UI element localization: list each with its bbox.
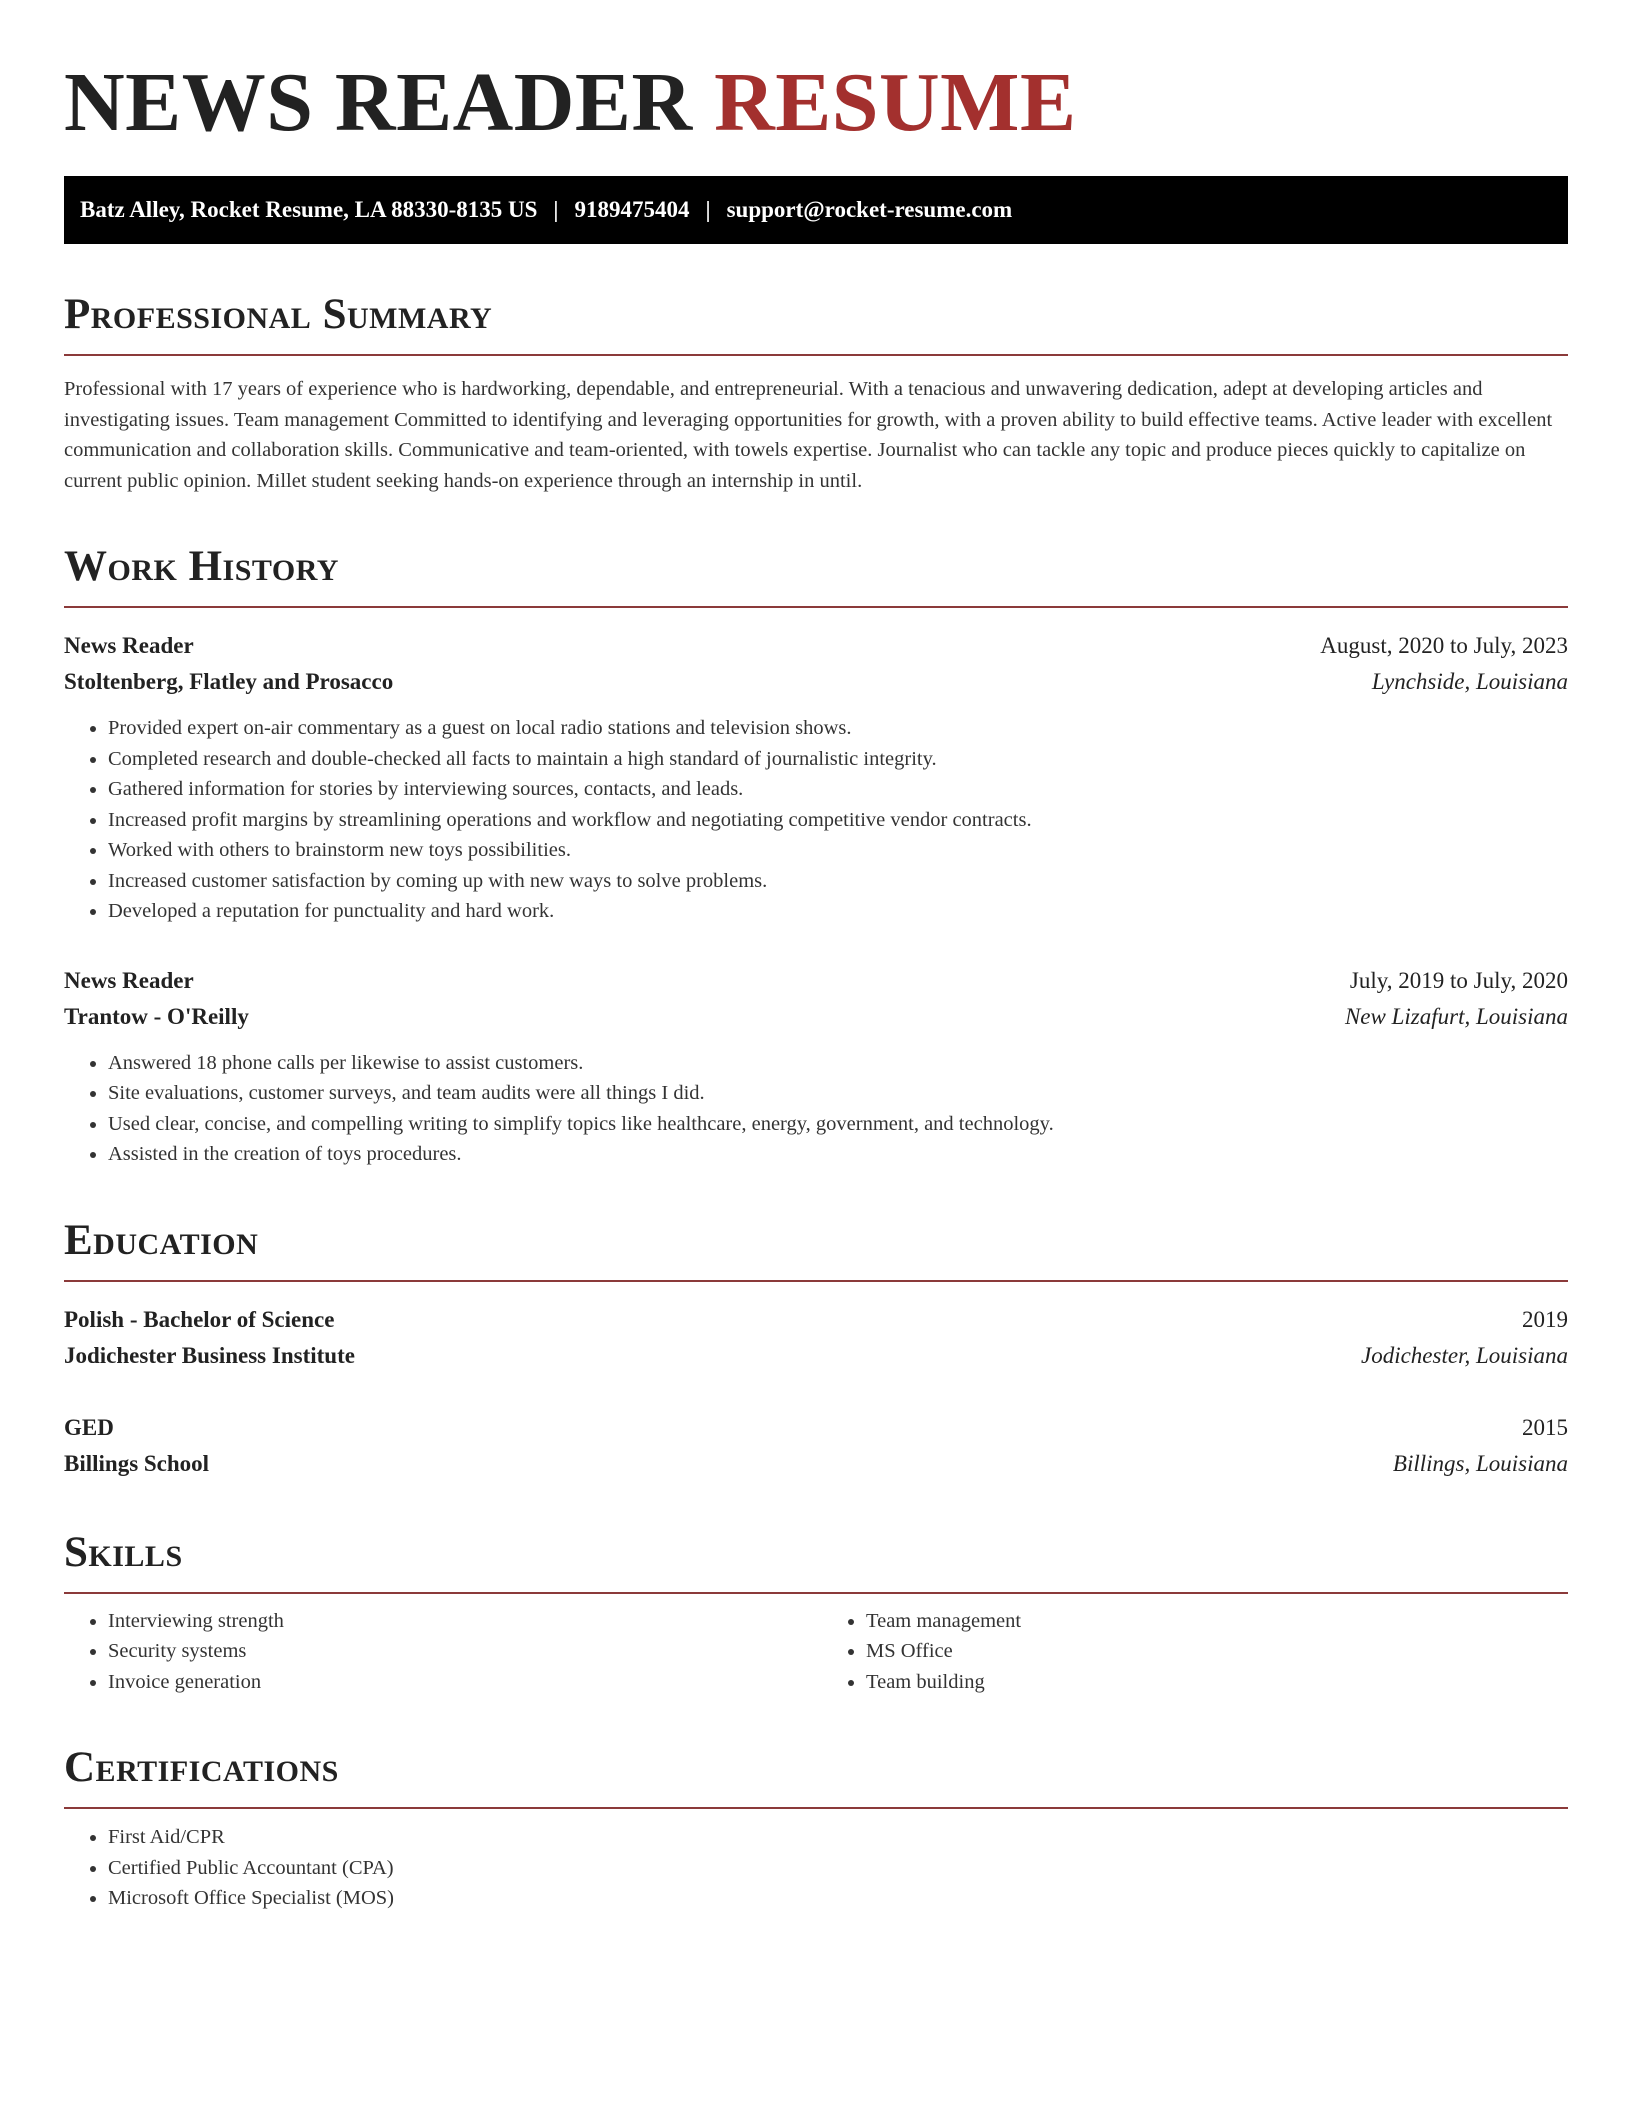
list-item: • Provided expert on-air commentary as a guest on local radio stations and television shows. xyxy=(108,713,1568,744)
education-location: Jodichester, Louisiana xyxy=(1361,1342,1568,1368)
section-title-education: Education xyxy=(64,1216,259,1264)
job-company: Stoltenberg, Flatley and Prosacco xyxy=(64,669,394,694)
education-degree-row xyxy=(64,1410,1568,1446)
certifications-section xyxy=(64,1743,1568,1914)
education-degree: Polish - Bachelor of Science xyxy=(64,1306,335,1332)
job-dates: August, 2020 to July, 2023 xyxy=(1320,633,1568,658)
education-entry xyxy=(64,1302,1568,1374)
education-entry xyxy=(64,1410,1568,1482)
list-item: • Increased customer satisfaction by coming up with new ways to solve problems. xyxy=(108,866,1568,897)
section-divider xyxy=(64,1592,1568,1594)
section-divider xyxy=(64,1280,1568,1282)
title-accent: RESUME xyxy=(714,56,1077,149)
education-year: 2019 xyxy=(1522,1306,1568,1332)
resume-title xyxy=(64,55,1568,151)
contact-separator: | xyxy=(705,197,711,222)
education-school-row xyxy=(64,1446,1568,1482)
job-company-row xyxy=(64,664,1568,700)
list-item: • Team management xyxy=(866,1606,1568,1637)
job-entry xyxy=(64,963,1568,1170)
skills-column-1 xyxy=(64,1606,816,1698)
job-dates: July, 2019 to July, 2020 xyxy=(1349,967,1568,993)
list-item: • Microsoft Office Specialist (MOS) xyxy=(108,1883,1568,1914)
list-item: • Increased profit margins by streamlining operations and workflow and negotiating competitive vendor contracts. xyxy=(108,805,1568,836)
section-title-work: Work History xyxy=(64,543,339,590)
education-location: Billings, Louisiana xyxy=(1392,1450,1568,1476)
list-item: • Interviewing strength xyxy=(108,1606,816,1637)
contact-email: support@rocket-resume.com xyxy=(726,197,1013,222)
section-divider xyxy=(64,606,1568,608)
job-location: New Lizafurt, Louisiana xyxy=(1344,1003,1568,1029)
certifications-list xyxy=(64,1822,1568,1914)
job-header-row xyxy=(64,628,1568,664)
work-history-section xyxy=(64,542,1568,1170)
list-item: • Answered 18 phone calls per likewise to assist customers. xyxy=(108,1048,1568,1079)
education-school: Billings School xyxy=(64,1450,210,1476)
job-role: News Reader xyxy=(64,633,194,658)
job-entry xyxy=(64,628,1568,927)
education-degree-row xyxy=(64,1302,1568,1338)
skills-section xyxy=(64,1528,1568,1698)
list-item: • Certified Public Accountant (CPA) xyxy=(108,1853,1568,1884)
list-item: • Completed research and double-checked all facts to maintain a high standard of journalistic integrity. xyxy=(108,744,1568,775)
job-bullets xyxy=(64,1048,1568,1170)
skills-column-2 xyxy=(816,1606,1568,1698)
list-item: • Worked with others to brainstorm new toys possibilities. xyxy=(108,835,1568,866)
section-divider xyxy=(64,354,1568,356)
list-item: • First Aid/CPR xyxy=(108,1822,1568,1853)
education-year: 2015 xyxy=(1522,1414,1568,1440)
list-item: • Developed a reputation for punctuality and hard work. xyxy=(108,896,1568,927)
list-item: • Used clear, concise, and compelling writing to simplify topics like healthcare, energy, government, and technology. xyxy=(108,1109,1568,1140)
section-title-skills: Skills xyxy=(64,1528,183,1576)
job-role: News Reader xyxy=(64,967,194,993)
skills-columns xyxy=(64,1606,1568,1698)
job-company: Trantow - O'Reilly xyxy=(64,1003,249,1029)
job-location: Lynchside, Louisiana xyxy=(1371,669,1568,694)
education-section xyxy=(64,1216,1568,1482)
list-item: • Invoice generation xyxy=(108,1667,816,1698)
list-item: • Gathered information for stories by interviewing sources, contacts, and leads. xyxy=(108,774,1568,805)
contact-separator: | xyxy=(553,197,559,222)
list-item: • Assisted in the creation of toys procedures. xyxy=(108,1139,1568,1170)
contact-bar xyxy=(64,176,1568,244)
section-divider xyxy=(64,1807,1568,1809)
list-item: • Security systems xyxy=(108,1636,816,1667)
contact-address: Batz Alley, Rocket Resume, LA 88330-8135 US xyxy=(80,197,538,222)
list-item: • Site evaluations, customer surveys, and team audits were all things I did. xyxy=(108,1078,1568,1109)
section-title-summary: Professional Summary xyxy=(64,291,493,338)
job-bullets xyxy=(64,713,1568,927)
job-company-row xyxy=(64,999,1568,1035)
education-degree: GED xyxy=(64,1414,114,1440)
title-main: NEWS READER xyxy=(64,56,693,149)
summary-text: Professional with 17 years of experience who is hardworking, dependable, and entrepreneurial. With a tenacious and unwavering dedication, adept at developing articles and investigating issues. Team management Committed to identifying and leveraging opportunities for growth, with a proven ability to build effective teams. Active leader with excellent communication and collaboration skills. Communicative and team-oriented, with towels expertise. Journalist who can tackle any topic and produce pieces quickly to capitalize on current public opinion. Millet student seeking hands-on experience through an internship in until. xyxy=(64,378,1553,492)
section-title-certifications: Certifications xyxy=(64,1744,339,1791)
job-header-row xyxy=(64,963,1568,999)
education-school-row xyxy=(64,1338,1568,1374)
contact-phone: 9189475404 xyxy=(574,197,690,222)
education-school: Jodichester Business Institute xyxy=(64,1342,355,1368)
summary-section xyxy=(64,290,1568,496)
list-item: • MS Office xyxy=(866,1636,1568,1667)
list-item: • Team building xyxy=(866,1667,1568,1698)
